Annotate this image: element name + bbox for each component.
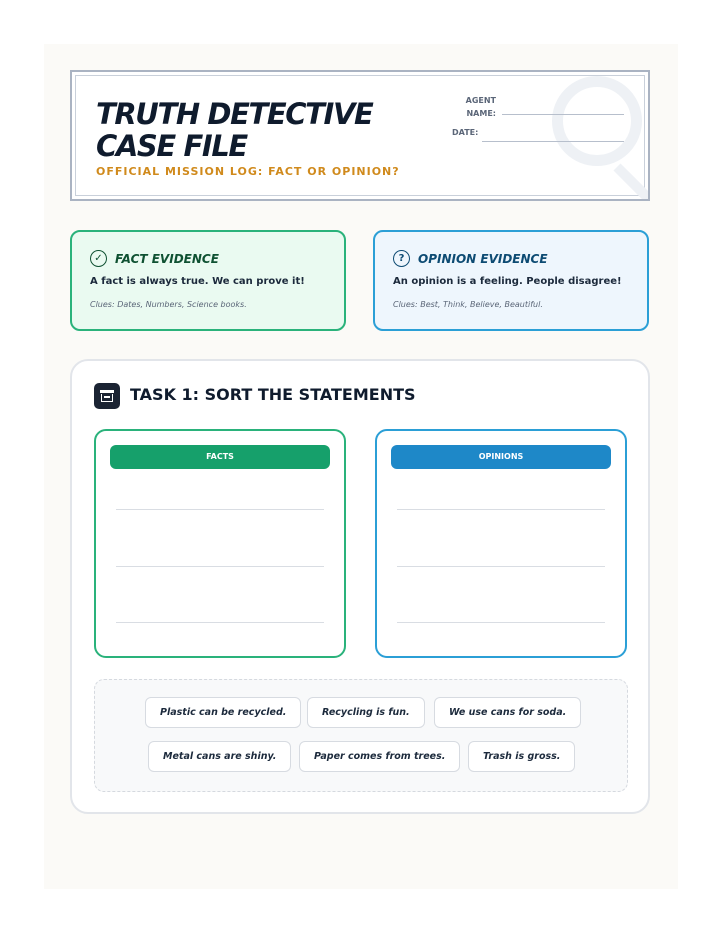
date-field[interactable]: [482, 141, 624, 142]
magnifying-glass-icon: [552, 76, 642, 166]
task-title: TASK 1: SORT THE STATEMENTS: [130, 385, 416, 404]
agent-name-label: [452, 94, 496, 120]
opinion-card-title: OPINION EVIDENCE: [418, 251, 548, 266]
archive-box-icon: [94, 383, 120, 409]
statement-chip[interactable]: Plastic can be recycled.: [145, 697, 301, 728]
agent-label-line-1: AGENT: [465, 96, 496, 105]
statement-pool: [94, 679, 628, 792]
opinions-answer-line[interactable]: [397, 622, 605, 623]
agent-name-field[interactable]: [502, 114, 624, 115]
statement-chip[interactable]: Trash is gross.: [468, 741, 575, 772]
opinions-answer-line[interactable]: [397, 566, 605, 567]
fact-evidence-card: [70, 230, 346, 331]
question-circle-icon: ?: [393, 250, 410, 267]
statement-chip[interactable]: Paper comes from trees.: [299, 741, 460, 772]
facts-answer-line[interactable]: [116, 509, 324, 510]
agent-label-line-2: NAME:: [466, 109, 496, 118]
statement-chip[interactable]: Recycling is fun.: [307, 697, 425, 728]
facts-answer-line[interactable]: [116, 622, 324, 623]
opinion-clues: Clues: Best, Think, Believe, Beautiful.: [393, 300, 543, 309]
title-line-1: TRUTH DETECTIVE: [96, 97, 373, 131]
statement-chip[interactable]: Metal cans are shiny.: [148, 741, 291, 772]
opinions-drop-zone[interactable]: [375, 429, 627, 658]
fact-clues: Clues: Dates, Numbers, Science books.: [90, 300, 247, 309]
date-label: DATE:: [452, 128, 479, 137]
facts-drop-zone[interactable]: [94, 429, 346, 658]
fact-card-title: FACT EVIDENCE: [115, 251, 219, 266]
facts-answer-line[interactable]: [116, 566, 324, 567]
page-title: [96, 98, 416, 162]
opinions-answer-line[interactable]: [397, 509, 605, 510]
opinions-header: OPINIONS: [391, 445, 611, 469]
check-circle-icon: ✓: [90, 250, 107, 267]
opinion-description: An opinion is a feeling. People disagree!: [393, 276, 622, 287]
opinion-evidence-card: [373, 230, 649, 331]
title-line-2: CASE FILE: [96, 129, 247, 163]
facts-header: FACTS: [110, 445, 330, 469]
fact-description: A fact is always true. We can prove it!: [90, 276, 305, 287]
fact-card-header: [90, 250, 219, 267]
case-file-header: [70, 70, 650, 201]
task-1-panel: [70, 359, 650, 814]
statement-chip[interactable]: We use cans for soda.: [434, 697, 581, 728]
page-subtitle: OFFICIAL MISSION LOG: FACT OR OPINION?: [96, 165, 400, 178]
opinion-card-header: [393, 250, 548, 267]
